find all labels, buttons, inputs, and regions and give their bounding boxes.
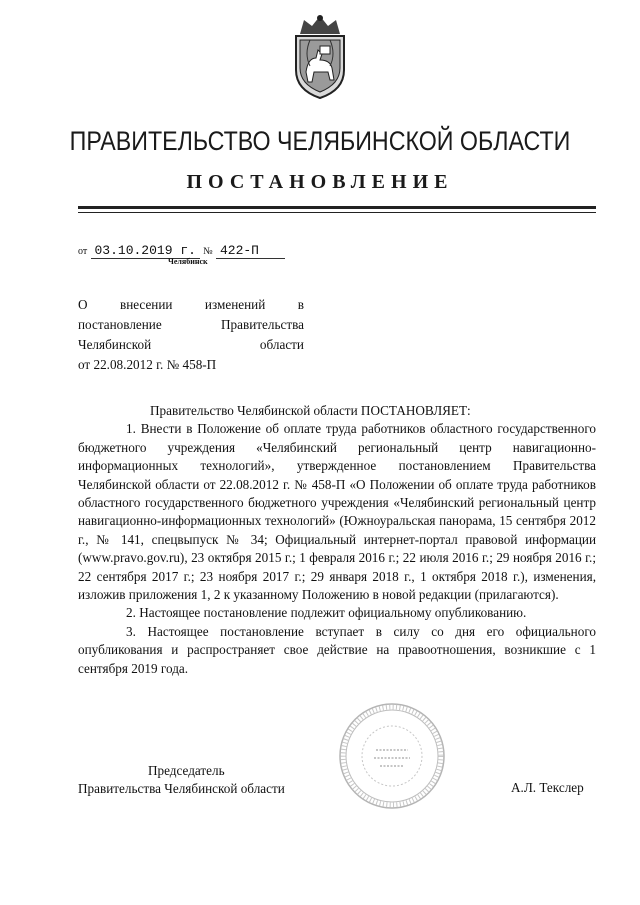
subject-word: изменений [204,297,266,312]
document-body [78,402,596,678]
document-subject [78,295,304,375]
subject-line [78,295,304,315]
document-date: 03.10.2019 г. [91,243,200,259]
resolution-intro: Правительство Челябинской области ПОСТАНОВЛЯЕТ: [150,403,471,418]
subject-word: Челябинской [78,337,152,352]
subject-word: области [259,337,304,352]
subject-line [78,355,304,375]
header-divider-thick [78,206,596,209]
subject-line [78,335,304,355]
official-seal-stamp [336,700,448,812]
coat-of-arms-icon [290,10,350,100]
subject-word: внесении [119,297,173,312]
clause-2: 2. Настоящее постановление подлежит официальному опубликованию. [126,605,527,621]
position-line-2: Правительства Челябинской области [78,781,285,796]
document-number: 422-П [216,243,285,259]
subject-word: в [297,297,304,312]
signatory-name: А.Л. Текслер [511,780,584,795]
clause-1: 1. Внести в Положение об оплате труда работников областного государственного бюджетного учреждения «Челябинский региональный центр навигационно-информационных технологий», утвержденное постановлением Правительства Челябинской области от 22.08.2012 г. № 458-П «О Положении об оплате труда работников областного государственного бюджетного учреждения «Челябинский региональный центр навигационно-информационных технологий» (Южноуральская панорама, 15 сентября 2012 г., № 141, спецвыпуск № 34; Официальный интернет-портал правовой информации (www.pravo.gov.ru), 23 октября 2015 г.; 1 февраля 2016 г.; 22 июля 2016 г.; 29 ноября 2016 г.; 22 сентября 2017 г.; 23 ноября 2017 г.; 29 января 2018 г., 1 октября 2018 г.), изменения, изложив приложения 1, 2 к указанному Положению в новой редакции (прилагаются). [78,421,596,603]
subject-word: О [78,297,88,312]
document-city: Челябинск [168,257,208,266]
subject-word: от 22.08.2012 г. № 458-П [78,357,217,372]
subject-word: Правительства [221,317,304,332]
clause-3: 3. Настоящее постановление вступает в силу со дня его официального опубликования и распространяет свое действие на правоотношения, возникшие с 1 сентября 2019 года. [78,623,596,676]
from-label: от [78,246,88,257]
position-line-1: Председатель [148,763,225,778]
subject-word: постановление [78,317,162,332]
government-title: ПРАВИТЕЛЬСТВО ЧЕЛЯБИНСКОЙ ОБЛАСТИ [69,126,571,156]
signatory-position [78,762,285,798]
subject-line [78,315,304,335]
number-label: № [203,246,213,257]
header-divider-thin [78,212,596,213]
document-meta [78,242,285,258]
document-type: ПОСТАНОВЛЕНИЕ [186,171,454,193]
